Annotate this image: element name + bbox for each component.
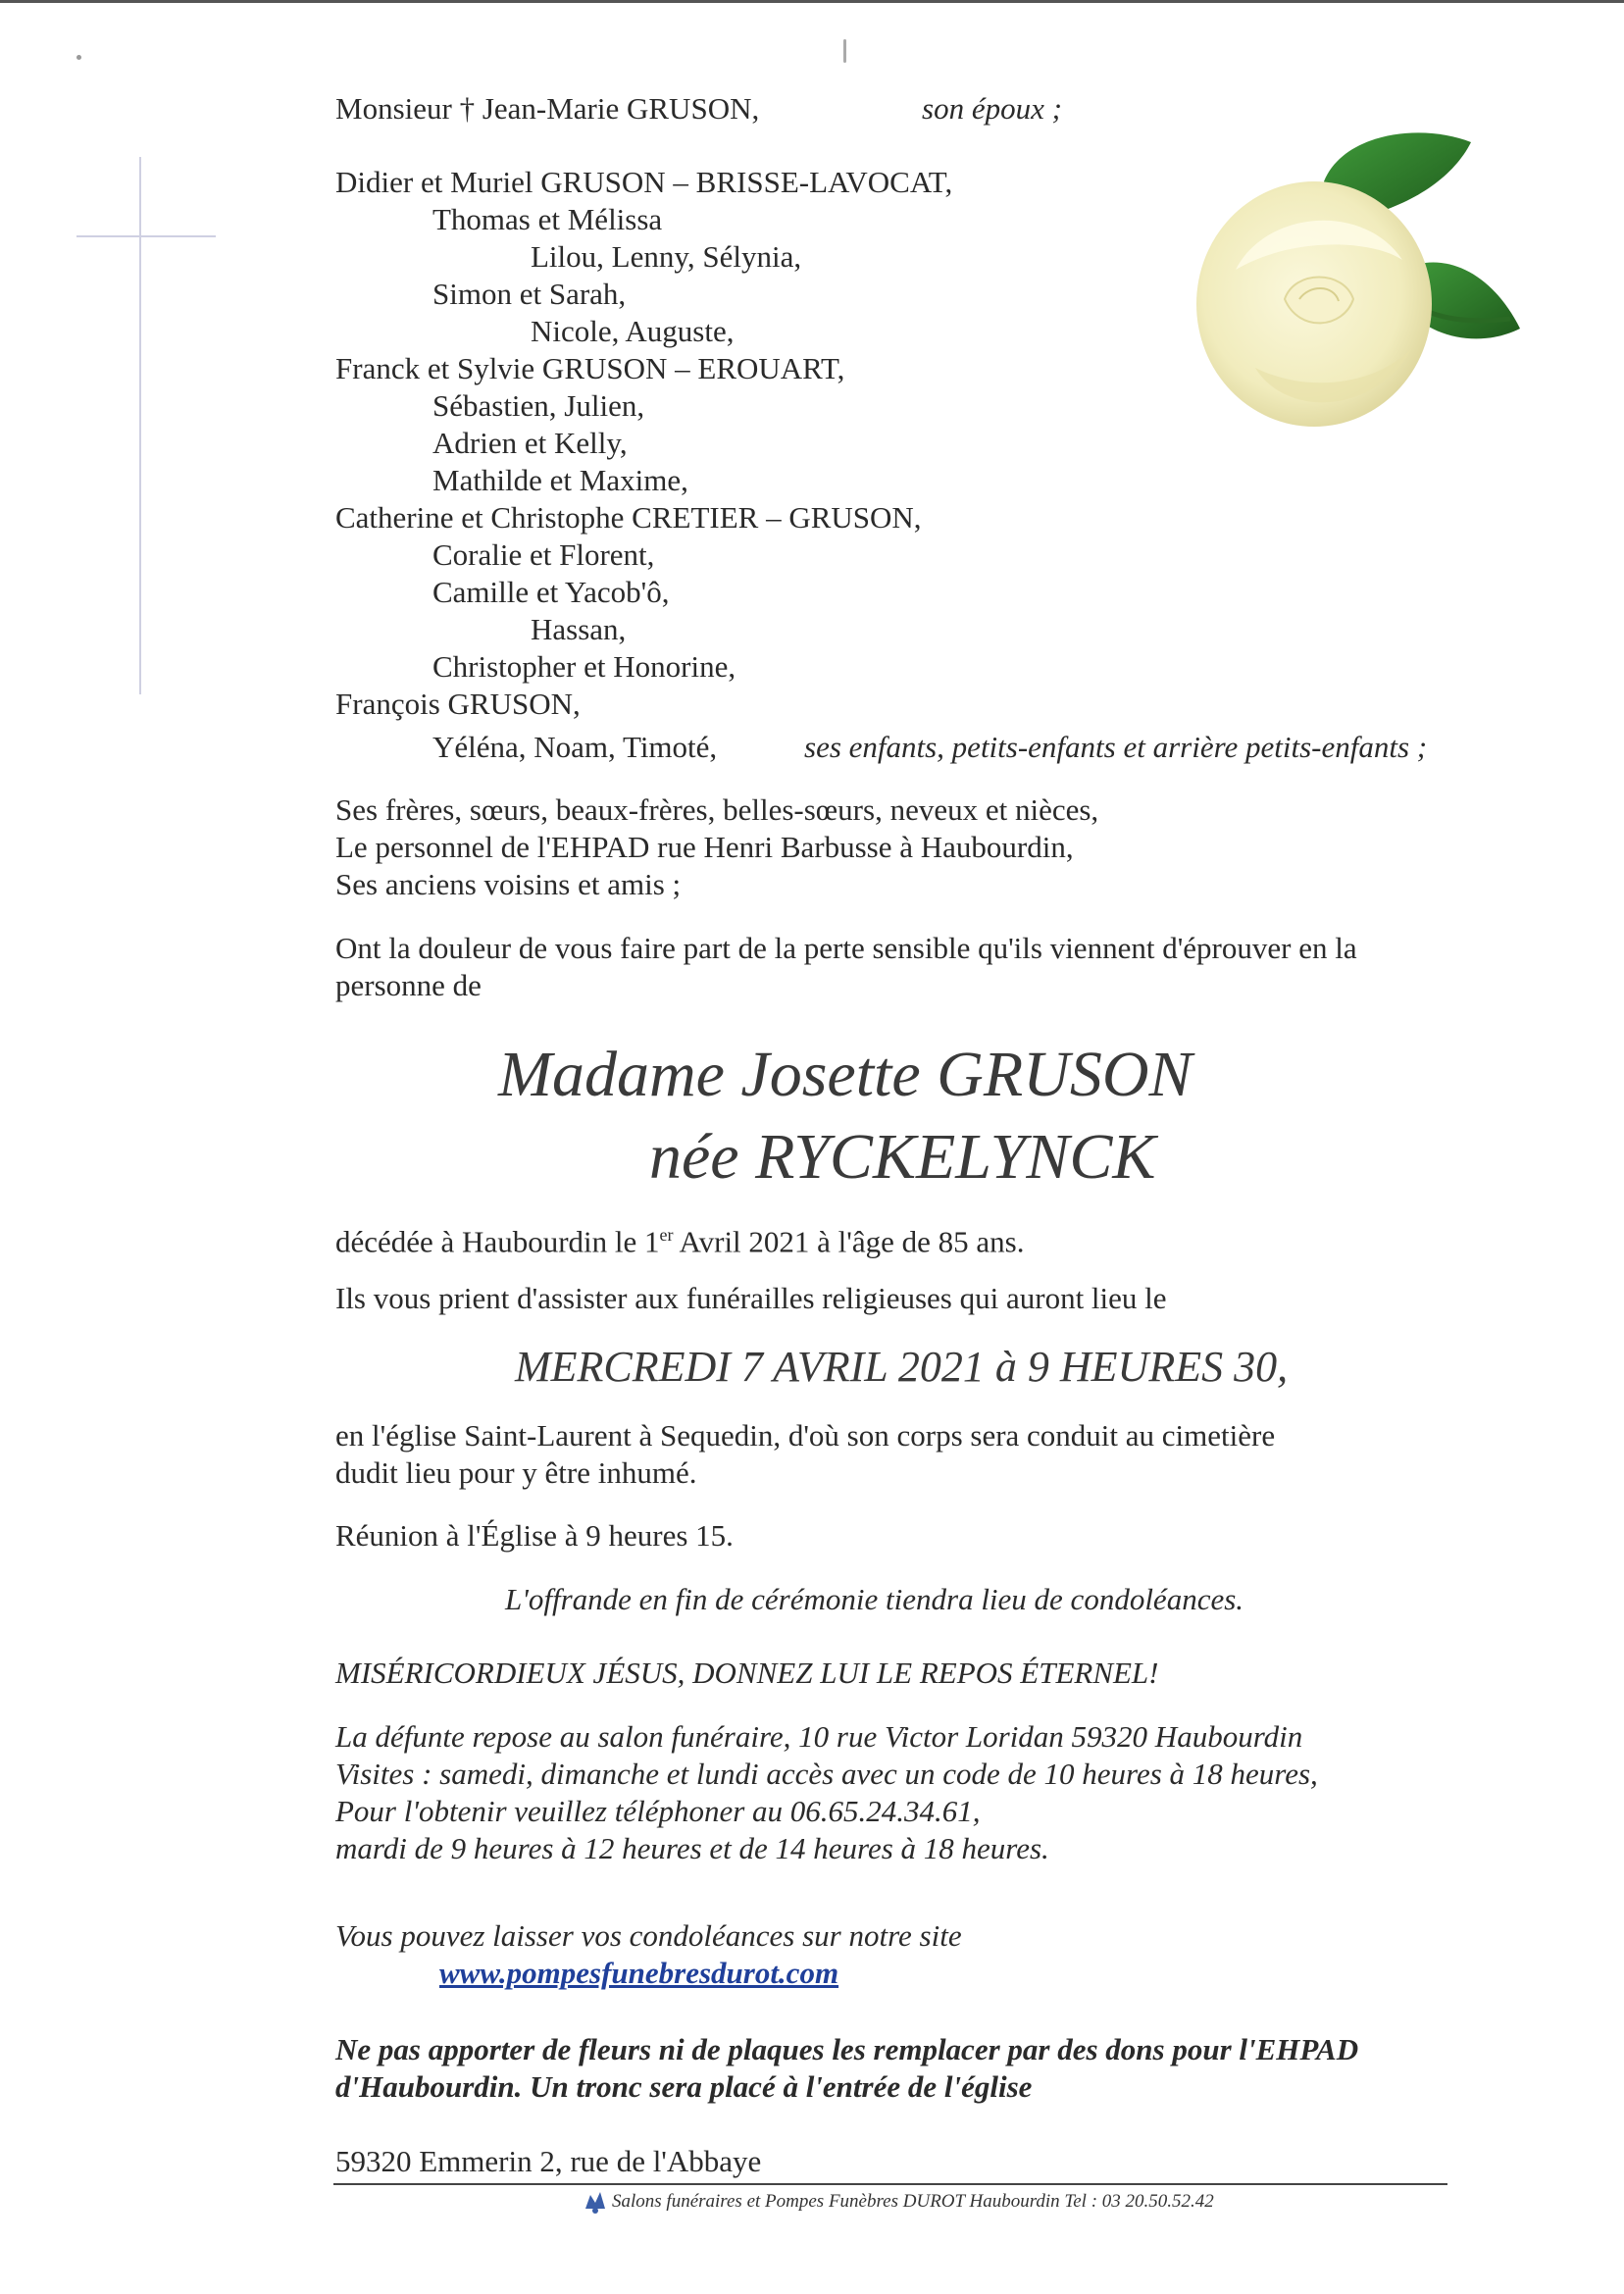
cross-icon-horizontal — [76, 235, 216, 237]
family-member: Lilou, Lenny, Sélynia, — [531, 239, 802, 274]
family-member: Christopher et Honorine, — [432, 649, 736, 684]
husband-line: Monsieur † Jean-Marie GRUSON, — [335, 91, 760, 126]
announcement-line: Ont la douleur de vous faire part de la perte sensible qu'ils viennent d'éprouver en la — [335, 931, 1357, 965]
family-member: Thomas et Mélissa — [432, 202, 663, 236]
funeral-home-logo-icon — [581, 2187, 610, 2217]
funeral-place: dudit lieu pour y être inhumé. — [335, 1455, 697, 1490]
visit-info: La défunte repose au salon funéraire, 10 rue Victor Loridan 59320 Haubourdin — [335, 1719, 1303, 1754]
flowers-notice: d'Haubourdin. Un tronc sera placé à l'entrée de l'église — [335, 2069, 1033, 2104]
family-member: Sébastien, Julien, — [432, 388, 645, 423]
family-member: Adrien et Kelly, — [432, 426, 628, 460]
family-member: Franck et Sylvie GRUSON – EROUART, — [335, 351, 845, 385]
relatives-line: Le personnel de l'EHPAD rue Henri Barbusse à Haubourdin, — [335, 830, 1074, 864]
condolences-link[interactable]: www.pompesfunebresdurot.com — [439, 1956, 839, 1990]
relatives-line: Ses frères, sœurs, beaux-frères, belles-sœurs, neveux et nièces, — [335, 792, 1099, 827]
family-member: Hassan, — [531, 612, 627, 646]
flowers-notice: Ne pas apporter de fleurs ni de plaques les remplacer par des dons pour l'EHPAD — [335, 2032, 1359, 2066]
family-member: Coralie et Florent, — [432, 537, 655, 572]
children-role: ses enfants, petits-enfants et arrière petits-enfants ; — [804, 730, 1428, 764]
family-member: Catherine et Christophe CRETIER – GRUSON, — [335, 500, 922, 535]
relatives-line: Ses anciens voisins et amis ; — [335, 867, 682, 901]
footer-divider — [333, 2183, 1447, 2185]
family-member: Didier et Muriel GRUSON – BRISSE-LAVOCAT, — [335, 165, 953, 199]
death-details: décédée à Haubourdin le 1er Avril 2021 à l'âge de 85 ans. — [335, 1224, 1025, 1259]
funeral-date: MERCREDI 7 AVRIL 2021 à 9 HEURES 30, — [515, 1343, 1289, 1391]
visit-info: Visites : samedi, dimanche et lundi accès avec un code de 10 heures à 18 heures, — [335, 1757, 1318, 1791]
prayer: MISÉRICORDIEUX JÉSUS, DONNEZ LUI LE REPOS ÉTERNEL! — [335, 1656, 1159, 1690]
deceased-name: Madame Josette GRUSON — [498, 1039, 1193, 1110]
cross-icon-vertical — [139, 157, 141, 694]
family-member: Mathilde et Maxime, — [432, 463, 688, 497]
white-rose-icon — [1177, 123, 1530, 446]
meeting-time: Réunion à l'Église à 9 heures 15. — [335, 1518, 734, 1553]
family-member: Camille et Yacob'ô, — [432, 575, 670, 609]
visit-info: mardi de 9 heures à 12 heures et de 14 heures à 18 heures. — [335, 1831, 1049, 1865]
scan-mark — [843, 39, 846, 63]
family-member: Nicole, Auguste, — [531, 314, 735, 348]
deceased-maiden-name: née RYCKELYNCK — [649, 1121, 1156, 1193]
funeral-invite: Ils vous prient d'assister aux funérailles religieuses qui auront lieu le — [335, 1281, 1167, 1315]
visit-info: Pour l'obtenir veuillez téléphoner au 06.65.24.34.61, — [335, 1794, 981, 1828]
footer-text: Salons funéraires et Pompes Funèbres DUROT Haubourdin Tel : 03 20.50.52.42 — [612, 2191, 1214, 2212]
family-address: 59320 Emmerin 2, rue de l'Abbaye — [335, 2144, 762, 2178]
family-member: François GRUSON, — [335, 687, 581, 721]
condolences-text: Vous pouvez laisser vos condoléances sur notre site — [335, 1918, 962, 1953]
family-member: Yéléna, Noam, Timoté, — [432, 730, 718, 764]
announcement-line: personne de — [335, 968, 482, 1002]
scan-speck — [76, 55, 81, 60]
funeral-place: en l'église Saint-Laurent à Sequedin, d'où son corps sera conduit au cimetière — [335, 1418, 1276, 1453]
offering-note: L'offrande en fin de cérémonie tiendra lieu de condoléances. — [505, 1582, 1244, 1616]
husband-role: son époux ; — [922, 91, 1062, 126]
family-member: Simon et Sarah, — [432, 277, 627, 311]
scan-top-border — [0, 0, 1624, 3]
